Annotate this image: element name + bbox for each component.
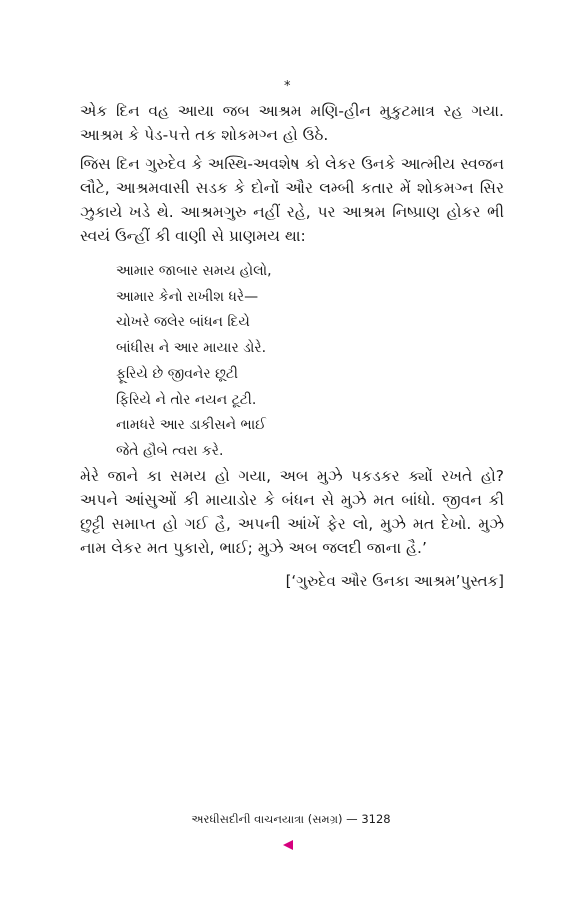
poem-line: જેતે હૌબે ત્વરા કરે. [116, 442, 224, 459]
poem-line: ફૂરિયે છે જીવનેર છૂટી [116, 365, 239, 382]
source-citation: [‘ગુરુદેવ ઔર ઉનકા આશ્રમ’પુસ્તક] [285, 572, 504, 590]
page-footer: અરધીસદીની વાચનયાત્રા (સમગ્ર) — 3128 [191, 812, 391, 826]
poem-line: ફિરિયે ને તોર નયન ટૂટી. [116, 391, 257, 408]
poem-line: બાંધીસ ને આર માયાર ડોરે. [116, 340, 267, 357]
poem-line: ચોખરે જલેર બાંધન દિયે [116, 314, 250, 331]
poem-block [116, 259, 496, 465]
paragraph-3: મેરે જાને કા સમય હો ગયા, અબ મુઝે પકડકર ક્યોં રખતે હો? અપને આંસુઓં કી માયાડોર કે બંધન સે મુઝે મત બાંધો. જીવન કી છુટ્ટી સમાપ્ત હો ગઈ હૈ, અપની આંખેં ફેર લો, મુઝે મત દેખો. મુઝે નામ લેકર મત પુકારો, ભાઈ; મુઝે અબ જલદી જાના હૈ.’ [80, 467, 504, 557]
poem-line: નામધરે આર ડાકીસને ભાઈ [116, 417, 266, 434]
poem-line: આમાર કેનો રાખીશ ધરે— [116, 288, 259, 305]
section-separator-asterisk: * [284, 79, 291, 94]
paragraph-2: જિસ દિન ગુરુદેવ કે અસ્થિ-અવશેષ કો લેકર ઉનકે આત્મીય સ્વજન લૌટે, આશ્રમવાસી સડક કે દોનોં ઔર લમ્બી કતાર મેં શોકમગ્ન સિર ઝુકાયે ખડે થે. આશ્રમગુરુ નહીં રહે, પર આશ્રમ નિષ્પ્રાણ હોકર ભી સ્વયં ઉન્હીં કી વાણી સે પ્રાણમય થા: [80, 155, 504, 245]
paragraph-1: એક દિન વહ આયા જબ આશ્રમ મણિ-હીન મુકુટમાત્ર રહ ગયા. આશ્રમ કે પેડ-પત્તે તક શોકમગ્ન હો ઉઠે. [80, 102, 504, 144]
poem-line: આમાર જાબાર સમય હોલો, [116, 263, 272, 279]
triangle-left-icon[interactable] [283, 840, 293, 850]
